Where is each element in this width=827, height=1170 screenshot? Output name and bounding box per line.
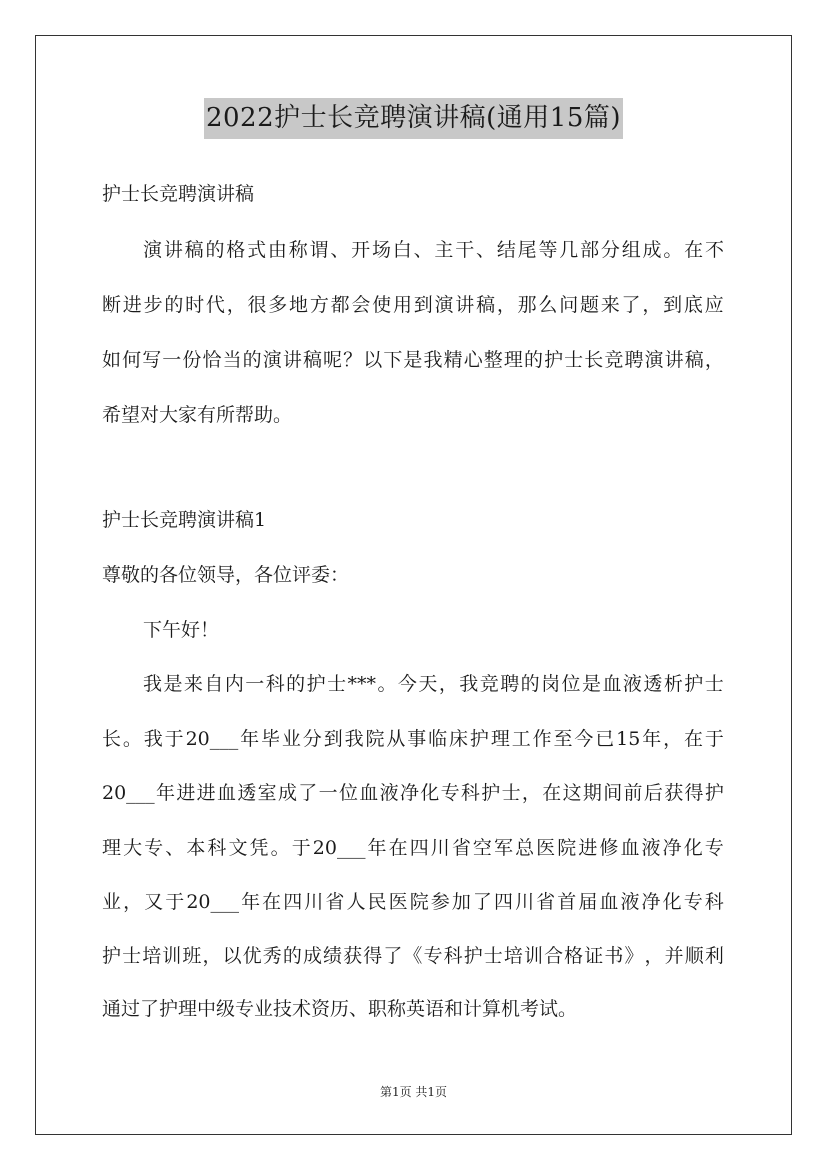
- text-glyph: 讲: [664, 349, 684, 371]
- text-glyph: 内: [224, 673, 244, 695]
- text-glyph: 血: [602, 673, 622, 695]
- text-glyph: 一: [162, 349, 182, 371]
- text-glyph: 格: [564, 945, 584, 967]
- intro-line-2: [102, 293, 724, 317]
- text-glyph: 川: [430, 837, 450, 859]
- text-glyph: 室: [257, 782, 277, 804]
- text-glyph: 、: [413, 239, 433, 261]
- text-glyph: 科: [207, 837, 227, 859]
- text-glyph: ，: [644, 945, 664, 967]
- document-title-text: 2022护士长竞聘演讲稿(通用15篇): [204, 98, 623, 139]
- text-glyph: 尾: [517, 239, 537, 261]
- text-glyph: 断: [102, 294, 122, 316]
- text-glyph: 医: [388, 891, 408, 913]
- text-glyph: 期: [582, 782, 602, 804]
- text-glyph: 毕: [261, 728, 281, 750]
- text-glyph: 不: [704, 239, 724, 261]
- text-glyph: 士: [483, 945, 503, 967]
- text-glyph: 一: [318, 782, 338, 804]
- text-glyph: 步: [143, 294, 163, 316]
- text-glyph: 开: [351, 239, 371, 261]
- text-glyph: 士: [704, 673, 724, 695]
- text-glyph: ，: [226, 294, 246, 316]
- text-glyph: ，: [438, 673, 458, 695]
- text-glyph: 的: [242, 349, 262, 371]
- text-glyph: 恰: [202, 349, 222, 371]
- text-glyph: 四: [409, 837, 429, 859]
- text-glyph: 护: [684, 673, 704, 695]
- text-glyph: 何: [122, 349, 142, 371]
- text-glyph: 届: [578, 891, 598, 913]
- text-glyph: 四: [283, 891, 303, 913]
- text-glyph: 的: [523, 349, 543, 371]
- text-glyph: 液: [641, 837, 661, 859]
- text-glyph: 很: [247, 294, 267, 316]
- text-glyph: 了: [383, 945, 403, 967]
- text-glyph: 并: [664, 945, 684, 967]
- text-glyph: 省: [536, 891, 556, 913]
- body-line-3: [102, 781, 724, 805]
- text-glyph: ，: [704, 349, 724, 371]
- text-glyph: 结: [496, 239, 516, 261]
- text-glyph: 我: [143, 728, 163, 750]
- text-glyph: 多: [268, 294, 288, 316]
- text-glyph: 稿: [684, 349, 704, 371]
- text-glyph: 方: [309, 294, 329, 316]
- text-glyph: 于: [164, 728, 184, 750]
- text-glyph: 讲: [455, 294, 475, 316]
- text-glyph: 护: [544, 349, 564, 371]
- text-glyph: 已: [595, 728, 615, 750]
- text-glyph: 又: [144, 891, 164, 913]
- text-glyph: 干: [455, 239, 475, 261]
- text-glyph: 首: [557, 891, 577, 913]
- text-glyph: 参: [430, 891, 450, 913]
- text-glyph: 我: [344, 728, 364, 750]
- salutation: 尊敬的各位领导，各位评委：: [102, 564, 350, 586]
- text-glyph: 进: [578, 837, 598, 859]
- body-line-4: [102, 836, 724, 860]
- text-glyph: 在: [684, 728, 704, 750]
- text-glyph: 是: [163, 673, 183, 695]
- text-glyph: 绩: [323, 945, 343, 967]
- text-glyph: 成: [277, 782, 297, 804]
- text-glyph: 护: [102, 945, 122, 967]
- text-glyph: 血: [620, 837, 640, 859]
- text-glyph: 士: [327, 673, 347, 695]
- text-glyph: 、: [330, 239, 350, 261]
- text-glyph: 血: [216, 782, 236, 804]
- text-glyph: 四: [494, 891, 514, 913]
- text-glyph: 20___: [102, 782, 155, 804]
- text-glyph: 。: [377, 673, 397, 695]
- text-glyph: 士: [564, 349, 584, 371]
- text-glyph: 理: [490, 728, 510, 750]
- text-glyph: 岗: [541, 673, 561, 695]
- text-glyph: 床: [449, 728, 469, 750]
- text-glyph: 自: [204, 673, 224, 695]
- text-glyph: 以: [363, 349, 383, 371]
- text-glyph: 省: [325, 891, 345, 913]
- text-glyph: 专: [440, 782, 460, 804]
- text-glyph: 。: [663, 239, 683, 261]
- text-glyph: 了: [472, 891, 492, 913]
- text-glyph: 讲: [282, 349, 302, 371]
- text-glyph: 在: [388, 837, 408, 859]
- text-glyph: 么: [538, 294, 558, 316]
- text-glyph: 的: [205, 239, 225, 261]
- text-glyph: 透: [643, 673, 663, 695]
- text-glyph: ，: [202, 945, 222, 967]
- text-glyph: 在: [262, 891, 282, 913]
- text-glyph: 化: [683, 837, 703, 859]
- text-glyph: 科: [704, 891, 724, 913]
- text-glyph: 专: [423, 945, 443, 967]
- text-glyph: 修: [599, 837, 619, 859]
- text-glyph: 呢: [323, 349, 343, 371]
- text-glyph: 的: [282, 945, 302, 967]
- text-glyph: 稿: [302, 349, 322, 371]
- text-glyph: 在: [684, 239, 704, 261]
- text-glyph: 竞: [604, 349, 624, 371]
- intro-line-1: [143, 238, 724, 262]
- text-glyph: 净: [399, 782, 419, 804]
- text-glyph: 我: [143, 673, 163, 695]
- text-glyph: 科: [443, 945, 463, 967]
- text-glyph: 护: [481, 782, 501, 804]
- text-glyph: 分: [600, 239, 620, 261]
- text-glyph: 以: [222, 945, 242, 967]
- text-glyph: 天: [418, 673, 438, 695]
- text-glyph: 长: [584, 349, 604, 371]
- text-glyph: 作: [532, 728, 552, 750]
- text-glyph: 事: [407, 728, 427, 750]
- text-glyph: 得: [684, 782, 704, 804]
- text-glyph: 地: [289, 294, 309, 316]
- text-glyph: 场: [371, 239, 391, 261]
- body-line-1: [143, 672, 724, 696]
- text-glyph: 应: [704, 294, 724, 316]
- text-glyph: 那: [517, 294, 537, 316]
- text-glyph: 稿: [476, 294, 496, 316]
- text-glyph: 代: [205, 294, 225, 316]
- text-glyph: 得: [363, 945, 383, 967]
- text-glyph: 写: [142, 349, 162, 371]
- text-glyph: 分: [302, 728, 322, 750]
- text-glyph: 谓: [309, 239, 329, 261]
- text-glyph: ，: [496, 294, 516, 316]
- text-glyph: 进: [122, 294, 142, 316]
- page-footer: 第1页 共1页: [379, 1085, 448, 1099]
- text-glyph: 血: [359, 782, 379, 804]
- text-glyph: 的: [164, 294, 184, 316]
- text-glyph: 问: [559, 294, 579, 316]
- text-glyph: 加: [451, 891, 471, 913]
- text-glyph: 培: [142, 945, 162, 967]
- text-glyph: 讲: [163, 239, 183, 261]
- text-glyph: 的: [286, 673, 306, 695]
- text-glyph: 证: [584, 945, 604, 967]
- text-glyph: 析: [663, 673, 683, 695]
- text-glyph: 液: [622, 673, 642, 695]
- text-glyph: 于: [165, 891, 185, 913]
- text-glyph: 稿: [184, 239, 204, 261]
- text-glyph: 人: [346, 891, 366, 913]
- text-glyph: 工: [511, 728, 531, 750]
- text-glyph: ，: [123, 891, 143, 913]
- text-glyph: 秀: [262, 945, 282, 967]
- text-glyph: 川: [304, 891, 324, 913]
- text-glyph: 于: [291, 837, 311, 859]
- text-glyph: 等: [538, 239, 558, 261]
- body-line-2: [102, 727, 724, 751]
- text-glyph: 在: [542, 782, 562, 804]
- text-glyph: 本: [186, 837, 206, 859]
- text-glyph: 院: [409, 891, 429, 913]
- text-glyph: 省: [451, 837, 471, 859]
- text-glyph: 大: [123, 837, 143, 859]
- text-glyph: 今: [397, 673, 417, 695]
- text-glyph: ，: [521, 782, 541, 804]
- text-glyph: 成: [302, 945, 322, 967]
- text-glyph: 化: [420, 782, 440, 804]
- text-glyph: 下: [383, 349, 403, 371]
- text-glyph: 式: [247, 239, 267, 261]
- text-glyph: 训: [162, 945, 182, 967]
- text-glyph: 于: [704, 728, 724, 750]
- text-glyph: 年: [367, 837, 387, 859]
- text-glyph: 顺: [684, 945, 704, 967]
- text-glyph: 精: [443, 349, 463, 371]
- text-glyph: 部: [580, 239, 600, 261]
- text-glyph: 。: [270, 837, 290, 859]
- text-glyph: 空: [472, 837, 492, 859]
- text-glyph: 时: [185, 294, 205, 316]
- text-glyph: 位: [338, 782, 358, 804]
- intro-line-4: 希望对大家有所帮助。: [102, 404, 293, 426]
- text-glyph: 都: [330, 294, 350, 316]
- text-glyph: 整: [483, 349, 503, 371]
- text-glyph: 聘: [500, 673, 520, 695]
- text-glyph: 如: [102, 349, 122, 371]
- text-glyph: 了: [621, 294, 641, 316]
- section-heading: 护士长竞聘演讲稿1: [102, 509, 267, 531]
- text-glyph: 我: [459, 673, 479, 695]
- text-glyph: 20___: [186, 891, 239, 913]
- text-glyph: 演: [143, 239, 163, 261]
- text-glyph: 液: [620, 891, 640, 913]
- text-glyph: 透: [237, 782, 257, 804]
- text-glyph: 到: [323, 728, 343, 750]
- text-glyph: 进: [176, 782, 196, 804]
- text-glyph: 文: [228, 837, 248, 859]
- text-glyph: 《: [403, 945, 423, 967]
- text-glyph: 主: [434, 239, 454, 261]
- text-glyph: 底: [683, 294, 703, 316]
- text-glyph: 训: [523, 945, 543, 967]
- text-glyph: 护: [306, 673, 326, 695]
- text-glyph: 演: [644, 349, 664, 371]
- text-glyph: 、: [476, 239, 496, 261]
- text-glyph: 科: [265, 673, 285, 695]
- text-glyph: 会: [351, 294, 371, 316]
- text-glyph: 液: [379, 782, 399, 804]
- intro-line-3: [102, 348, 724, 372]
- text-glyph: 。: [122, 728, 142, 750]
- text-glyph: 利: [704, 945, 724, 967]
- text-glyph: 净: [662, 837, 682, 859]
- text-glyph: 血: [599, 891, 619, 913]
- text-glyph: 合: [544, 945, 564, 967]
- text-glyph: 医: [536, 837, 556, 859]
- body-line-7: 通过了护理中级专业技术资历、职称英语和计算机考试。: [102, 998, 578, 1020]
- text-glyph: 今: [574, 728, 594, 750]
- text-glyph: 专: [683, 891, 703, 913]
- text-glyph: 书: [604, 945, 624, 967]
- text-glyph: 专: [704, 837, 724, 859]
- text-glyph: 称: [288, 239, 308, 261]
- text-glyph: 培: [503, 945, 523, 967]
- text-glyph: 年: [642, 728, 662, 750]
- text-glyph: 前: [623, 782, 643, 804]
- text-glyph: 理: [102, 837, 122, 859]
- text-glyph: 到: [413, 294, 433, 316]
- text-glyph: 年: [241, 891, 261, 913]
- text-glyph: 获: [343, 945, 363, 967]
- text-glyph: 院: [365, 728, 385, 750]
- text-glyph: 业: [102, 891, 122, 913]
- text-glyph: 理: [503, 349, 523, 371]
- text-glyph: 军: [494, 837, 514, 859]
- text-glyph: 格: [226, 239, 246, 261]
- text-glyph: 进: [196, 782, 216, 804]
- text-glyph: 》: [624, 945, 644, 967]
- text-glyph: 由: [267, 239, 287, 261]
- text-glyph: 、: [165, 837, 185, 859]
- text-glyph: 演: [434, 294, 454, 316]
- text-glyph: 业: [281, 728, 301, 750]
- text-glyph: 院: [557, 837, 577, 859]
- text-glyph: 班: [182, 945, 202, 967]
- text-glyph: 来: [600, 294, 620, 316]
- text-glyph: 专: [144, 837, 164, 859]
- text-glyph: 科: [460, 782, 480, 804]
- text-glyph: 成: [642, 239, 662, 261]
- text-glyph: 护: [463, 945, 483, 967]
- text-glyph: 后: [643, 782, 663, 804]
- body-line-5: [102, 890, 724, 914]
- text-glyph: 来: [183, 673, 203, 695]
- text-glyph: 竞: [479, 673, 499, 695]
- text-glyph: 使: [372, 294, 392, 316]
- text-glyph: 这: [562, 782, 582, 804]
- text-glyph: 总: [515, 837, 535, 859]
- text-glyph: 几: [559, 239, 579, 261]
- body-line-6: [102, 944, 724, 968]
- document-title: [0, 98, 827, 139]
- text-glyph: 护: [704, 782, 724, 804]
- greeting: 下午好！: [143, 619, 220, 641]
- text-glyph: 从: [386, 728, 406, 750]
- text-glyph: 位: [561, 673, 581, 695]
- text-glyph: 份: [182, 349, 202, 371]
- text-glyph: 年: [240, 728, 260, 750]
- text-glyph: 净: [641, 891, 661, 913]
- text-glyph: 化: [662, 891, 682, 913]
- text-glyph: 年: [156, 782, 176, 804]
- text-glyph: 聘: [624, 349, 644, 371]
- text-glyph: 心: [463, 349, 483, 371]
- text-glyph: 了: [298, 782, 318, 804]
- text-glyph: 的: [520, 673, 540, 695]
- text-glyph: 临: [428, 728, 448, 750]
- text-glyph: ***: [347, 673, 377, 695]
- text-glyph: 组: [621, 239, 641, 261]
- intro-heading: 护士长竞聘演讲稿: [102, 183, 255, 205]
- text-glyph: 优: [242, 945, 262, 967]
- text-glyph: ？: [343, 349, 363, 371]
- text-glyph: 用: [392, 294, 412, 316]
- text-glyph: 间: [603, 782, 623, 804]
- text-glyph: 至: [553, 728, 573, 750]
- text-glyph: 凭: [249, 837, 269, 859]
- text-glyph: 一: [245, 673, 265, 695]
- text-glyph: 20___: [312, 837, 366, 859]
- text-glyph: 白: [392, 239, 412, 261]
- text-glyph: 我: [423, 349, 443, 371]
- text-glyph: 是: [403, 349, 423, 371]
- text-glyph: 到: [663, 294, 683, 316]
- text-glyph: 20___: [185, 728, 239, 750]
- text-glyph: 题: [579, 294, 599, 316]
- text-glyph: 当: [222, 349, 242, 371]
- text-glyph: 演: [262, 349, 282, 371]
- text-glyph: 15: [616, 728, 641, 750]
- text-glyph: 士: [501, 782, 521, 804]
- text-glyph: 护: [469, 728, 489, 750]
- text-glyph: 川: [515, 891, 535, 913]
- text-glyph: ，: [642, 294, 662, 316]
- text-glyph: 士: [122, 945, 142, 967]
- text-glyph: 民: [367, 891, 387, 913]
- text-glyph: 是: [582, 673, 602, 695]
- text-glyph: ，: [663, 728, 683, 750]
- text-glyph: 长: [102, 728, 122, 750]
- text-glyph: 获: [664, 782, 684, 804]
